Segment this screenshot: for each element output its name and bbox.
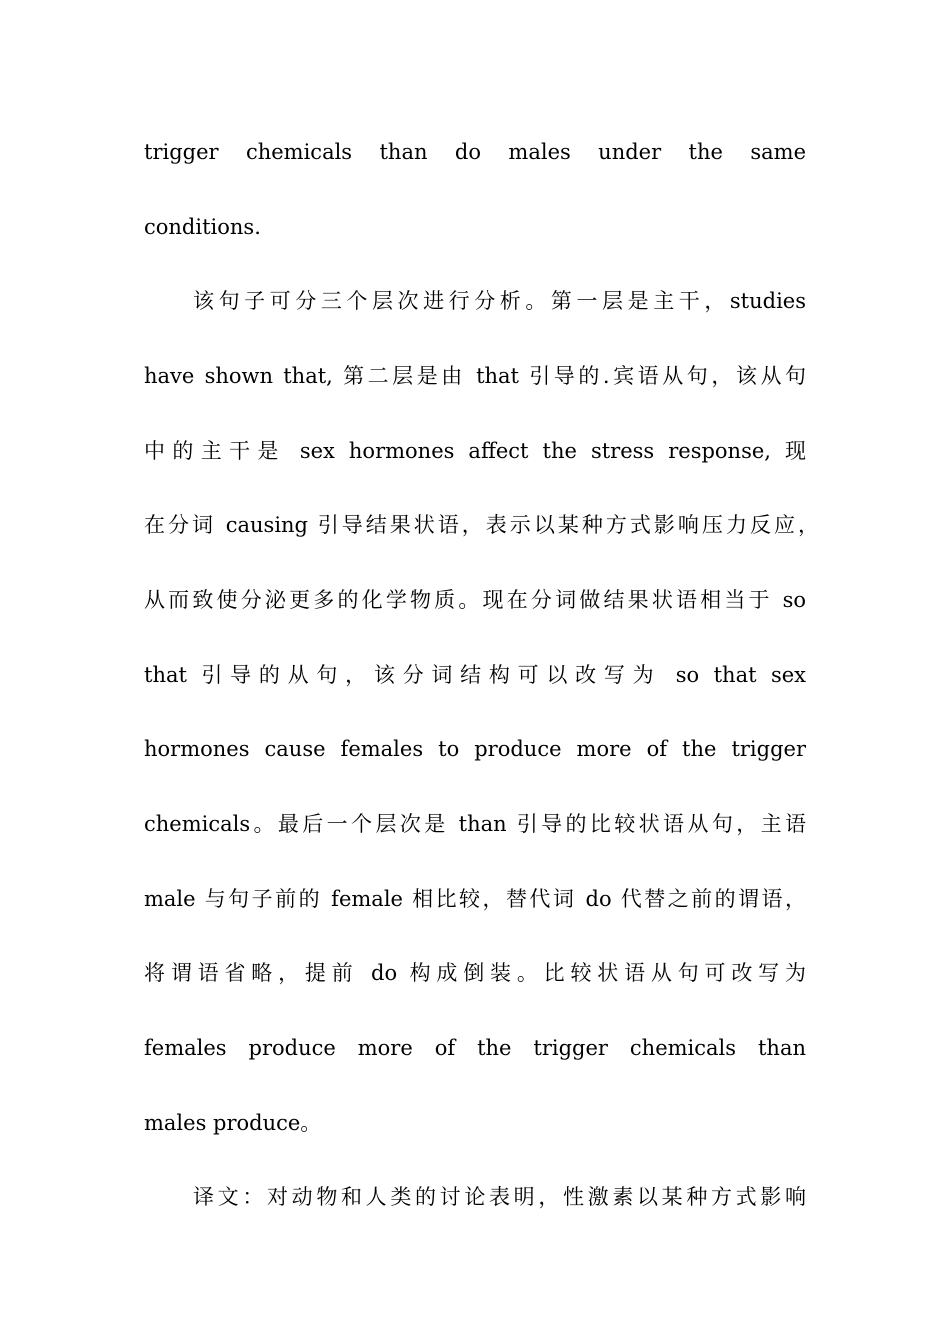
text-line: trigger chemicals than do males under the same <box>144 140 806 164</box>
text-line: that 引导的从句，该分词结构可以改写为 so that sex <box>144 663 806 687</box>
text-line: 中的主干是 sex hormones affect the stress response, 现 <box>144 439 806 463</box>
text-line: females produce more of the trigger chemicals than <box>144 1036 806 1060</box>
text-line: males produce。 <box>144 1111 322 1135</box>
text-line: 在分词 causing 引导结果状语，表示以某种方式影响压力反应， <box>144 513 819 537</box>
text-line: hormones cause females to produce more of the trigger <box>144 737 806 761</box>
text-line: 从而致使分泌更多的化学物质。现在分词做结果状语相当于 so <box>144 588 806 612</box>
text-line: 将谓语省略，提前 do 构成倒装。比较状语从句可改写为 <box>144 961 806 985</box>
text-line: conditions. <box>144 215 261 239</box>
text-line: 该句子可分三个层次进行分析。第一层是主干，studies <box>193 289 806 313</box>
text-line: chemicals。最后一个层次是 than 引导的比较状语从句，主语 <box>144 812 806 836</box>
text-line: 译文：对动物和人类的讨论表明，性激素以某种方式影响 <box>193 1185 806 1209</box>
text-line: male 与句子前的 female 相比较，替代词 do 代替之前的谓语， <box>144 887 806 911</box>
text-line: have shown that, 第二层是由 that 引导的.宾语从句，该从句 <box>144 364 806 388</box>
